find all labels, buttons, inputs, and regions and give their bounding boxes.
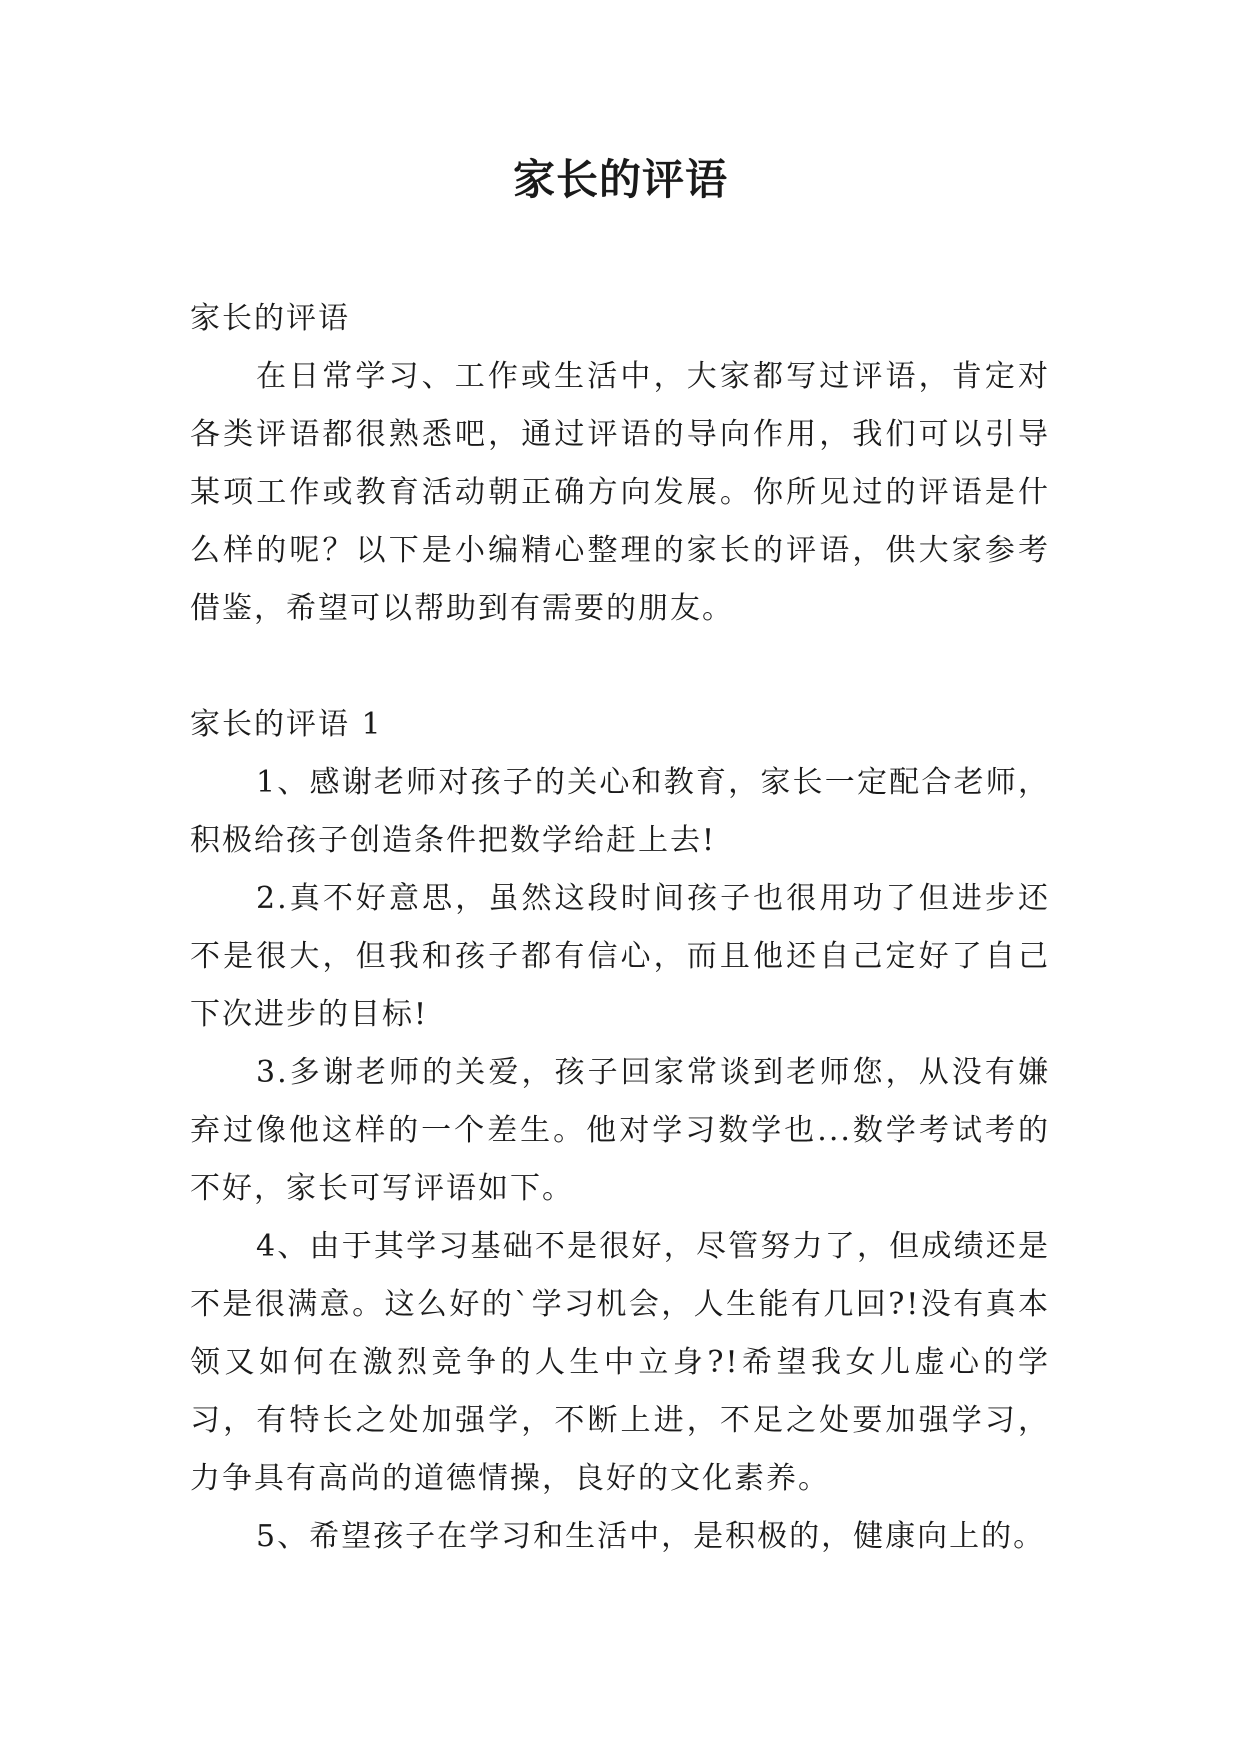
list-item: 1、感谢老师对孩子的关心和教育，家长一定配合老师，积极给孩子创造条件把数学给赶上去! xyxy=(190,765,1050,858)
list-item: 5、希望孩子在学习和生活中，是积极的，健康向上的。 xyxy=(256,1519,1046,1554)
document-body xyxy=(190,290,1050,1566)
list-item: 4、由于其学习基础不是很好，尽管努力了，但成绩还是不是很满意。这么好的`学习机会，人生能有几回?!没有真本领又如何在激烈竞争的人生中立身?!希望我女儿虚心的学习，有特长之处加强学，不断上进，不足之处要加强学习，力争具有高尚的道德情操，良好的文化素养。 xyxy=(190,1229,1050,1496)
list-item: 3.多谢老师的关爱，孩子回家常谈到老师您，从没有嫌弃过像他这样的一个差生。他对学习数学也...数学考试考的不好，家长可写评语如下。 xyxy=(190,1055,1050,1206)
section-heading: 家长的评语 1 xyxy=(190,707,383,742)
section-spacer xyxy=(190,638,1050,696)
list-item: 2.真不好意思，虽然这段时间孩子也很用功了但进步还不是很大，但我和孩子都有信心，而且他还自己定好了自己下次进步的目标! xyxy=(190,881,1050,1032)
intro-paragraph: 在日常学习、工作或生活中，大家都写过评语，肯定对各类评语都很熟悉吧，通过评语的导向作用，我们可以引导某项工作或教育活动朝正确方向发展。你所见过的评语是什么样的呢？以下是小编精心整理的家长的评语，供大家参考借鉴，希望可以帮助到有需要的朋友。 xyxy=(190,359,1050,626)
document-title: 家长的评语 xyxy=(512,155,728,204)
intro-heading: 家长的评语 xyxy=(190,301,350,336)
